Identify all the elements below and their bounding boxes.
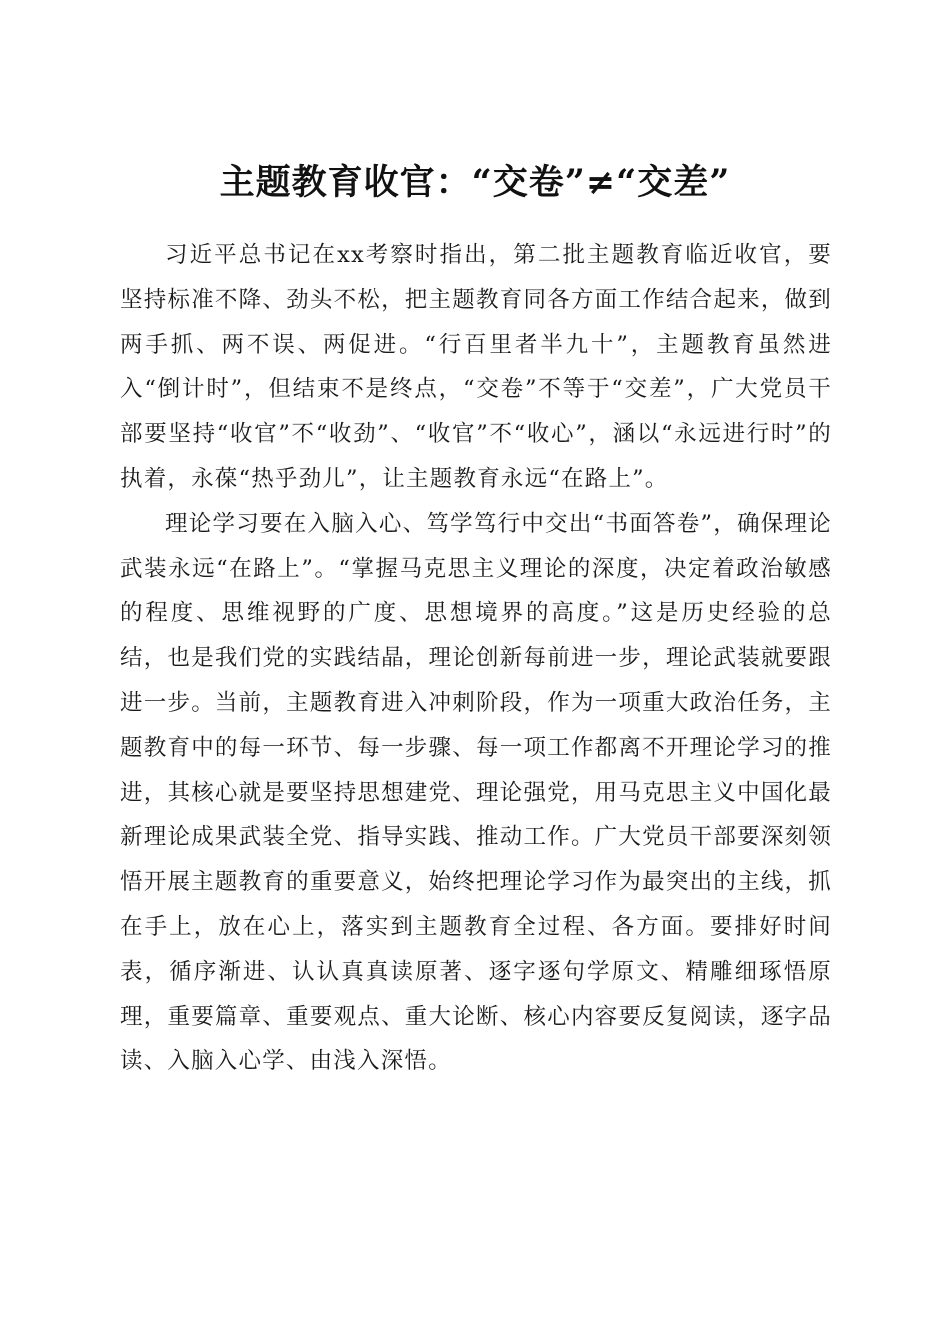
document-title: 主题教育收官：“交卷”≠“交差”	[219, 162, 731, 204]
paragraph-1: 习近平总书记在xx考察时指出，第二批主题教育临近收官，要坚持标准不降、劲头不松，把主题教育同各方面工作结合起来，做到两手抓、两不误、两促进。“行百里者半九十”，主题教育虽然进入“倒计时”，但结束不是终点，“交卷”不等于“交差”，广大党员干部要坚持“收官”不“收劲”、“收官”不“收心”，涵以“永远进行时”的执着，永葆“热乎劲儿”，让主题教育永远“在路上”。	[120, 242, 832, 492]
paragraph-2: 理论学习要在入脑入心、笃学笃行中交出“书面答卷”，确保理论武装永远“在路上”。“掌握马克思主义理论的深度，决定着政治敏感的程度、思维视野的广度、思想境界的高度。”这是历史经验的总结，也是我们党的实践结晶，理论创新每前进一步，理论武装就要跟进一步。当前，主题教育进入冲刺阶段，作为一项重大政治任务，主题教育中的每一环节、每一步骤、每一项工作都离不开理论学习的推进，其核心就是要坚持思想建党、理论强党，用马克思主义中国化最新理论成果武装全党、指导实践、推动工作。广大党员干部要深刻领悟开展主题教育的重要意义，始终把理论学习作为最突出的主线，抓在手上，放在心上，落实到主题教育全过程、各方面。要排好时间表，循序渐进、认认真真读原著、逐字逐句学原文、精雕细琢悟原理，重要篇章、重要观点、重大论断、核心内容要反复阅读，逐字品读、入脑入心学、由浅入深悟。	[120, 510, 832, 1075]
document-body	[120, 233, 832, 1084]
